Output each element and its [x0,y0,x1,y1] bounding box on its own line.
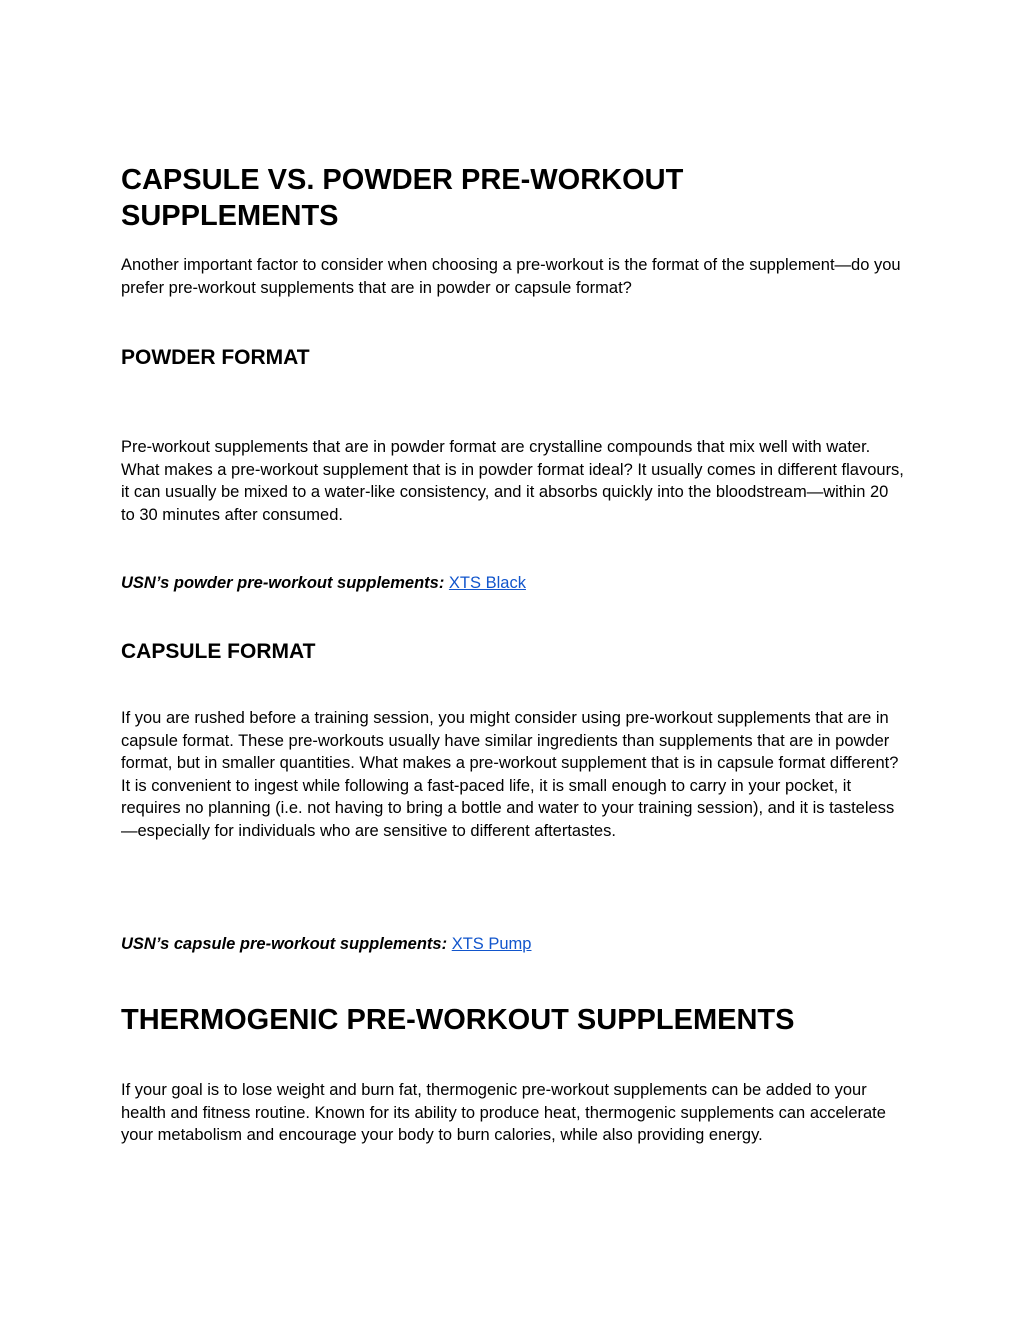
powder-product-lead: USN’s powder pre-workout supplements: [121,574,445,592]
powder-paragraph: Pre-workout supplements that are in powder format are crystalline compounds that mix well with water. What makes a pre-workout supplement that is in powder format ideal? It usually comes in different flavours, it can usually be mixed to a water-like consistency, and it absorbs quickly into the bloodstream—within 20 to 30 minutes after consumed. [121,438,904,524]
thermogenic-paragraph: If your goal is to lose weight and burn fat, thermogenic pre-workout supplements can be added to your health and fitness routine. Known for its ability to produce heat, thermogenic supplements can accelerate your metabolism and encourage your body to burn calories, while also providing energy. [121,1081,886,1145]
heading-powder-format: POWDER FORMAT [121,346,310,369]
powder-product-line [121,572,906,595]
xts-black-link[interactable]: XTS Black [448,574,526,592]
heading-capsule-format: CAPSULE FORMAT [121,640,316,663]
capsule-product-lead: USN’s capsule pre-workout supplements: [121,935,448,953]
heading-capsule-vs-powder: CAPSULE VS. POWDER PRE-WORKOUT SUPPLEMENTS [121,164,684,232]
intro-paragraph: Another important factor to consider when choosing a pre-workout is the format of the supplement—do you prefer pre-workout supplements that are in powder or capsule format? [121,256,901,297]
xts-pump-link[interactable]: XTS Pump [451,935,532,953]
capsule-product-line [121,933,906,956]
heading-thermogenic: THERMOGENIC PRE-WORKOUT SUPPLEMENTS [121,1004,795,1036]
capsule-paragraph: If you are rushed before a training session, you might consider using pre-workout supplements that are in capsule format. These pre-workouts usually have similar ingredients than supplements that are in powder format, but in smaller quantities. What makes a pre-workout supplement that is in capsule format different? It is convenient to ingest while following a fast-paced life, it is small enough to carry in your pocket, it requires no planning (i.e. not having to bring a bottle and water to your training session), and it is tasteless—especially for individuals who are sensitive to different aftertastes. [121,709,899,840]
